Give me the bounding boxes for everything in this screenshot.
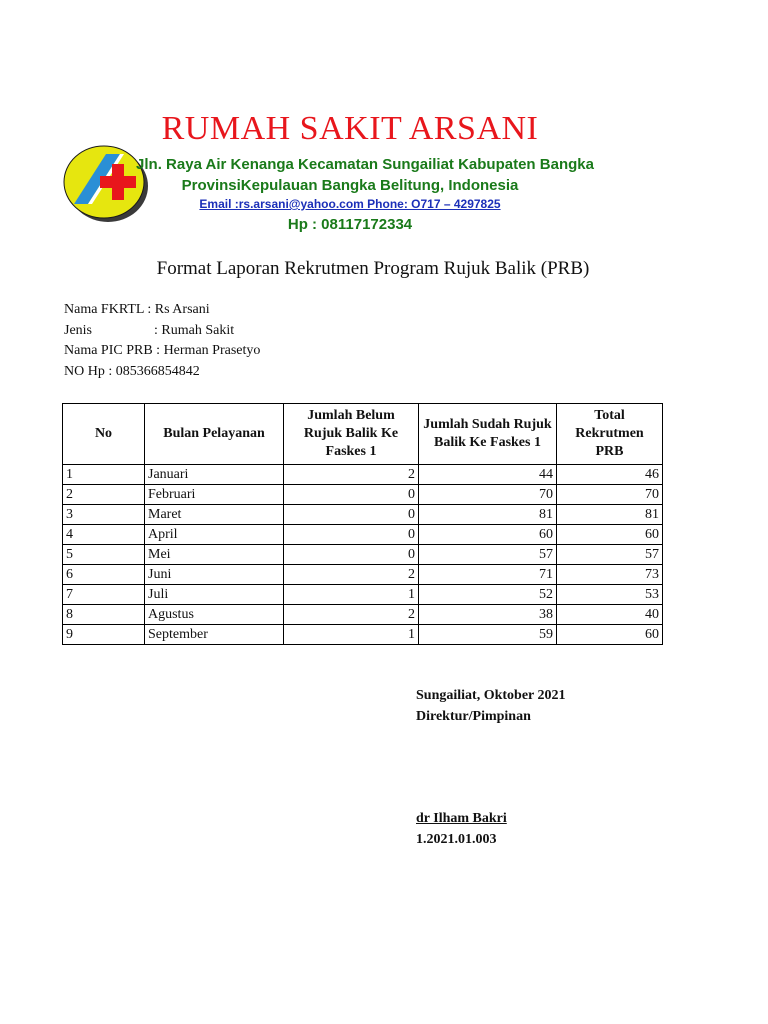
cell-bulan: Mei [145, 545, 284, 565]
cell-total: 57 [557, 545, 663, 565]
cell-bulan: Juni [145, 565, 284, 585]
cell-total: 60 [557, 625, 663, 645]
cell-belum: 0 [284, 485, 419, 505]
cell-bulan: Februari [145, 485, 284, 505]
cell-belum: 0 [284, 525, 419, 545]
cell-total: 53 [557, 585, 663, 605]
info-jenis-label: Jenis [64, 323, 92, 338]
cell-belum: 1 [284, 585, 419, 605]
email-phone-link[interactable]: Email :rs.arsani@yahoo.com Phone: O717 – 4297825 [199, 197, 501, 211]
cell-sudah: 44 [419, 465, 557, 485]
cell-sudah: 71 [419, 565, 557, 585]
col-header-total: Total Rekrutmen PRB [557, 404, 663, 465]
cell-bulan: Juli [145, 585, 284, 605]
cell-bulan: Maret [145, 505, 284, 525]
signature-id: 1.2021.01.003 [416, 832, 497, 847]
cell-belum: 2 [284, 465, 419, 485]
table-row [63, 525, 663, 545]
col-header-no: No [63, 404, 145, 465]
col-header-bulan: Bulan Pelayanan [145, 404, 284, 465]
cell-total: 70 [557, 485, 663, 505]
table-header-row [63, 404, 663, 465]
table-row [63, 465, 663, 485]
cell-no: 1 [63, 465, 145, 485]
cell-total: 81 [557, 505, 663, 525]
info-jenis [64, 323, 234, 339]
info-fkrtl: Nama FKRTL : Rs Arsani [64, 302, 210, 317]
hospital-name: RUMAH SAKIT ARSANI [161, 110, 539, 147]
report-title: Format Laporan Rekrutmen Program Rujuk Balik (PRB) [156, 258, 590, 279]
cell-no: 6 [63, 565, 145, 585]
cell-no: 4 [63, 525, 145, 545]
cell-belum: 2 [284, 565, 419, 585]
table-row [63, 565, 663, 585]
cell-no: 7 [63, 585, 145, 605]
cell-total: 60 [557, 525, 663, 545]
cell-bulan: Januari [145, 465, 284, 485]
cell-belum: 0 [284, 545, 419, 565]
cell-sudah: 60 [419, 525, 557, 545]
table-row [63, 545, 663, 565]
cell-bulan: April [145, 525, 284, 545]
cell-no: 2 [63, 485, 145, 505]
cell-sudah: 81 [419, 505, 557, 525]
address-line-1: Jln. Raya Air Kenanga Kecamatan Sungailiat Kabupaten Bangka [136, 156, 594, 173]
cell-total: 40 [557, 605, 663, 625]
cell-belum: 2 [284, 605, 419, 625]
cell-sudah: 59 [419, 625, 557, 645]
cell-total: 46 [557, 465, 663, 485]
table-row [63, 485, 663, 505]
cell-belum: 1 [284, 625, 419, 645]
address-line-2: ProvinsiKepulauan Bangka Belitung, Indonesia [181, 177, 519, 194]
info-jenis-value: : Rumah Sakit [154, 323, 235, 338]
info-hp: NO Hp : 085366854842 [64, 364, 200, 379]
cell-sudah: 70 [419, 485, 557, 505]
table-row [63, 625, 663, 645]
cell-no: 9 [63, 625, 145, 645]
recruitment-table [62, 403, 663, 645]
cell-bulan: Agustus [145, 605, 284, 625]
col-header-belum: Jumlah Belum Rujuk Balik Ke Faskes 1 [284, 404, 419, 465]
cell-no: 8 [63, 605, 145, 625]
signature-position: Direktur/Pimpinan [416, 709, 531, 724]
signature-name: dr Ilham Bakri [416, 811, 507, 826]
cell-no: 3 [63, 505, 145, 525]
col-header-sudah: Jumlah Sudah Rujuk Balik Ke Faskes 1 [419, 404, 557, 465]
cell-sudah: 52 [419, 585, 557, 605]
info-pic: Nama PIC PRB : Herman Prasetyo [64, 343, 261, 358]
cell-sudah: 38 [419, 605, 557, 625]
table-row [63, 605, 663, 625]
cell-total: 73 [557, 565, 663, 585]
cell-sudah: 57 [419, 545, 557, 565]
cell-bulan: September [145, 625, 284, 645]
table-row [63, 505, 663, 525]
cell-no: 5 [63, 545, 145, 565]
cell-belum: 0 [284, 505, 419, 525]
table-row [63, 585, 663, 605]
signature-place-date: Sungailiat, Oktober 2021 [416, 688, 566, 703]
hp-number: Hp : 08117172334 [287, 216, 413, 233]
table-body [63, 465, 663, 645]
